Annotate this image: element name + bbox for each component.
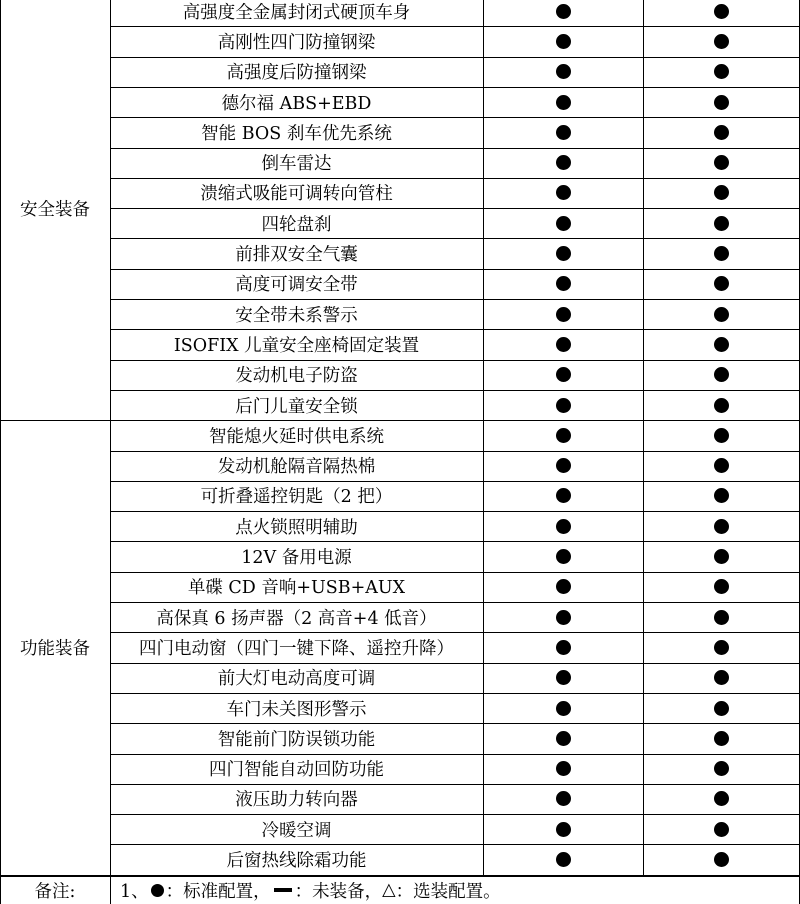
standard-dot-icon [714, 64, 729, 79]
remark-standard-text: ：标准配置， [165, 881, 271, 902]
standard-dot-icon [714, 791, 729, 806]
config-col1-cell [483, 663, 643, 693]
table-rule [110, 602, 800, 603]
feature-cell: 前大灯电动高度可调 [217, 669, 376, 690]
standard-dot-icon [714, 852, 729, 867]
standard-dot-icon [714, 640, 729, 655]
standard-dot-icon [556, 367, 571, 382]
remark-label: 备注: [34, 881, 76, 902]
config-col1-cell [483, 451, 643, 481]
config-col2-cell [643, 572, 800, 602]
standard-dot-icon [556, 185, 571, 200]
standard-dot-icon [556, 95, 571, 110]
config-col2-cell [643, 148, 800, 178]
config-col2-cell [643, 0, 800, 26]
feature-cell: 四门电动窗（四门一键下降、遥控升降） [139, 638, 454, 659]
standard-dot-icon [714, 701, 729, 716]
config-col2-cell [643, 451, 800, 481]
table-rule [110, 481, 800, 482]
standard-dot-icon [714, 428, 729, 443]
feature-cell: 高刚性四门防撞钢梁 [217, 32, 376, 53]
standard-dot-icon [556, 125, 571, 140]
standard-dot-icon [714, 822, 729, 837]
standard-dot-icon [556, 670, 571, 685]
config-col1-cell [483, 208, 643, 238]
config-col1-cell [483, 572, 643, 602]
table-rule [643, 0, 644, 420]
standard-dot-icon [556, 791, 571, 806]
feature-cell: 倒车雷达 [261, 154, 332, 175]
table-rule [110, 178, 800, 179]
config-col1-cell [483, 511, 643, 541]
table-rule [110, 208, 800, 209]
config-col1-cell [483, 541, 643, 571]
feature-cell: 后窗热线除霜功能 [226, 851, 367, 872]
standard-dot-icon [151, 884, 164, 897]
config-col1-cell [483, 329, 643, 359]
standard-dot-icon [556, 398, 571, 413]
table-rule [110, 420, 111, 875]
standard-dot-icon [714, 185, 729, 200]
feature-cell: 智能前门防误锁功能 [217, 729, 376, 750]
standard-dot-icon [714, 367, 729, 382]
feature-cell: 安全带未系警示 [235, 305, 358, 326]
feature-cell: 可折叠遥控钥匙（2 把） [200, 487, 393, 508]
feature-cell: 点火锁照明辅助 [235, 517, 358, 538]
table-rule [110, 784, 800, 785]
config-col1-cell [483, 844, 643, 874]
config-col2-cell [643, 117, 800, 147]
config-col2-cell [643, 208, 800, 238]
feature-cell: 发动机电子防盗 [235, 366, 358, 387]
config-col1-cell [483, 420, 643, 450]
standard-dot-icon [556, 488, 571, 503]
standard-dot-icon [714, 579, 729, 594]
config-col2-cell [643, 814, 800, 844]
config-col2-cell [643, 420, 800, 450]
standard-dot-icon [556, 307, 571, 322]
feature-cell: 智能 BOS 刹车优先系统 [201, 123, 392, 144]
table-rule [110, 390, 800, 391]
config-col1-cell [483, 754, 643, 784]
table-rule [0, 420, 1, 875]
table-rule [110, 663, 800, 664]
feature-cell: 前排双安全气囊 [235, 245, 358, 266]
remark-text [120, 876, 501, 904]
config-col1-cell [483, 57, 643, 87]
standard-dot-icon [556, 731, 571, 746]
remark-prefix: 1、 [120, 881, 149, 902]
standard-dot-icon [556, 822, 571, 837]
standard-dot-icon [556, 640, 571, 655]
table-rule [110, 632, 800, 633]
table-rule [110, 360, 800, 361]
config-col1-cell [483, 784, 643, 814]
table-rule [110, 754, 800, 755]
config-col2-cell [643, 693, 800, 723]
standard-dot-icon [714, 246, 729, 261]
standard-dot-icon [556, 579, 571, 594]
table-rule [0, 0, 1, 420]
config-col2-cell [643, 299, 800, 329]
not-equipped-dash-icon [274, 888, 292, 892]
table-rule [110, 26, 800, 27]
standard-dot-icon [714, 307, 729, 322]
feature-cell: 冷暖空调 [261, 820, 332, 841]
config-col1-cell [483, 178, 643, 208]
config-col2-cell [643, 178, 800, 208]
feature-cell: 后门儿童安全锁 [235, 396, 358, 417]
standard-dot-icon [714, 761, 729, 776]
feature-cell: 高强度全金属封闭式硬顶车身 [182, 2, 411, 23]
table-rule [110, 814, 800, 815]
config-col2-cell [643, 632, 800, 662]
config-col2-cell [643, 87, 800, 117]
standard-dot-icon [714, 125, 729, 140]
standard-dot-icon [714, 488, 729, 503]
table-rule [110, 117, 800, 118]
category-cell: 功能装备 [20, 638, 90, 659]
config-col2-cell [643, 754, 800, 784]
feature-cell: 液压助力转向器 [235, 790, 358, 811]
table-rule [110, 329, 800, 330]
config-col2-cell [643, 390, 800, 420]
table-rule [110, 451, 800, 452]
standard-dot-icon [714, 398, 729, 413]
feature-cell: 高保真 6 扬声器（2 高音+4 低音） [156, 608, 437, 629]
config-col2-cell [643, 602, 800, 632]
config-col1-cell [483, 117, 643, 147]
config-col1-cell [483, 148, 643, 178]
optional-triangle-icon: △ [382, 880, 396, 900]
config-col2-cell [643, 844, 800, 874]
standard-dot-icon [556, 64, 571, 79]
feature-cell: 德尔福 ABS+EBD [221, 93, 372, 114]
standard-dot-icon [556, 701, 571, 716]
standard-dot-icon [556, 155, 571, 170]
config-col1-cell [483, 269, 643, 299]
config-col2-cell [643, 784, 800, 814]
config-col2-cell [643, 329, 800, 359]
standard-dot-icon [714, 519, 729, 534]
table-rule [110, 876, 111, 904]
table-rule [110, 844, 800, 845]
table-rule [110, 541, 800, 542]
feature-cell: 发动机舱隔音隔热棉 [217, 457, 376, 478]
table-rule [110, 57, 800, 58]
config-col2-cell [643, 481, 800, 511]
config-col2-cell [643, 663, 800, 693]
standard-dot-icon [556, 549, 571, 564]
config-col1-cell [483, 26, 643, 56]
table-rule [110, 511, 800, 512]
standard-dot-icon [714, 670, 729, 685]
config-col2-cell [643, 723, 800, 753]
standard-dot-icon [556, 4, 571, 19]
config-col1-cell [483, 0, 643, 26]
config-col2-cell [643, 541, 800, 571]
standard-dot-icon [556, 610, 571, 625]
standard-dot-icon [714, 4, 729, 19]
table-rule [110, 238, 800, 239]
standard-dot-icon [714, 276, 729, 291]
table-rule [483, 420, 484, 875]
config-col2-cell [643, 269, 800, 299]
standard-dot-icon [556, 34, 571, 49]
table-rule [110, 723, 800, 724]
standard-dot-icon [556, 852, 571, 867]
standard-dot-icon [714, 155, 729, 170]
feature-cell: 高强度后防撞钢梁 [226, 63, 367, 84]
config-col1-cell [483, 87, 643, 117]
table-rule [643, 420, 644, 875]
standard-dot-icon [556, 216, 571, 231]
config-col1-cell [483, 602, 643, 632]
standard-dot-icon [556, 428, 571, 443]
config-col1-cell [483, 360, 643, 390]
config-col1-cell [483, 693, 643, 723]
category-cell: 安全装备 [20, 199, 90, 220]
standard-dot-icon [556, 519, 571, 534]
table-rule [110, 87, 800, 88]
standard-dot-icon [556, 761, 571, 776]
table-rule [110, 572, 800, 573]
feature-cell: 单碟 CD 音响+USB+AUX [187, 578, 406, 599]
standard-dot-icon [714, 216, 729, 231]
table-rule [110, 299, 800, 300]
standard-dot-icon [714, 458, 729, 473]
standard-dot-icon [714, 337, 729, 352]
config-col1-cell [483, 723, 643, 753]
remark-optional-text: ：选装配置。 [395, 881, 501, 902]
feature-cell: 四门智能自动回防功能 [209, 760, 384, 781]
config-col2-cell [643, 26, 800, 56]
standard-dot-icon [556, 337, 571, 352]
feature-cell: ISOFIX 儿童安全座椅固定装置 [173, 335, 420, 356]
feature-cell: 车门未关图形警示 [226, 699, 367, 720]
standard-dot-icon [714, 34, 729, 49]
standard-dot-icon [556, 276, 571, 291]
standard-dot-icon [714, 731, 729, 746]
standard-dot-icon [714, 549, 729, 564]
config-col1-cell [483, 481, 643, 511]
standard-dot-icon [556, 246, 571, 261]
table-rule [110, 0, 111, 420]
table-rule [110, 269, 800, 270]
remark-none-text: ：未装备， [294, 881, 383, 902]
config-col1-cell [483, 390, 643, 420]
config-col1-cell [483, 632, 643, 662]
feature-cell: 12V 备用电源 [241, 548, 352, 569]
feature-cell: 四轮盘刹 [261, 214, 332, 235]
feature-cell: 高度可调安全带 [235, 275, 358, 296]
table-rule [110, 693, 800, 694]
config-col1-cell [483, 299, 643, 329]
config-col1-cell [483, 238, 643, 268]
feature-cell: 智能熄火延时供电系统 [209, 426, 384, 447]
config-col1-cell [483, 814, 643, 844]
config-col2-cell [643, 511, 800, 541]
config-col2-cell [643, 238, 800, 268]
table-rule [110, 148, 800, 149]
config-col2-cell [643, 57, 800, 87]
config-col2-cell [643, 360, 800, 390]
table-rule [483, 0, 484, 420]
standard-dot-icon [714, 610, 729, 625]
feature-cell: 溃缩式吸能可调转向管柱 [200, 184, 393, 205]
standard-dot-icon [714, 95, 729, 110]
standard-dot-icon [556, 458, 571, 473]
